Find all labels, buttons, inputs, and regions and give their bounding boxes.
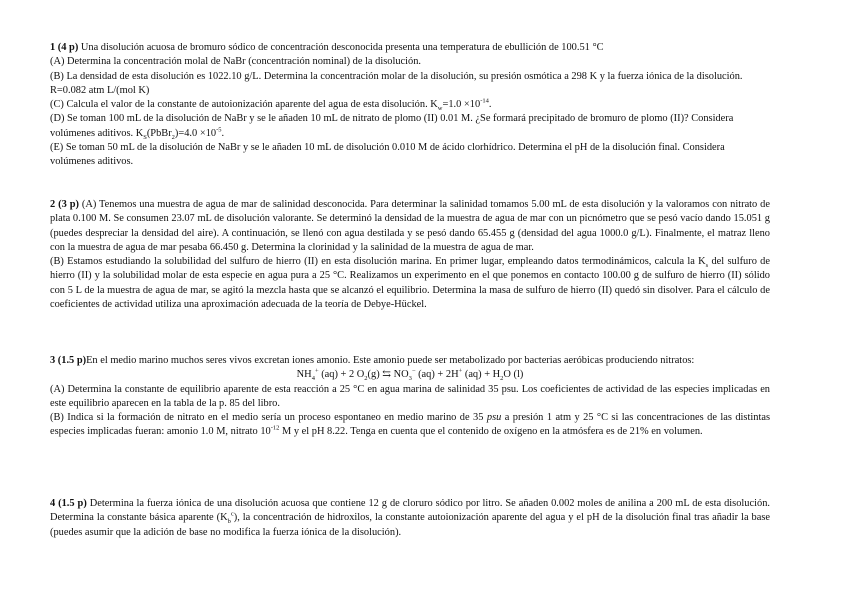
problem-1-part-c: (C) Calcula el valor de la constante de autoionización aparente del agua de esta disolución. $K_w=1.0 \times 10^{-14}$. — [50, 97, 492, 113]
problem-1-part-a: (A) Determina la concentración molal de NaBr (concentración nominal) de la disolución. — [50, 56, 422, 68]
problem-1-part-d: (D) Se toman 100 mL de la disolución de NaBr y se le añaden 10 mL de nitrato de plomo (II) 0.01 M. ¿Se formará precipitado de bromuro de plomo (II)? Considera volúmenes aditivos. $K_S(PbBr_2)=4.0 \times 10^{-5}$. — [50, 113, 734, 141]
problem-2-number: 2 (3 p) — [50, 199, 79, 210]
problem-1-number: 1 (4 p) — [50, 42, 79, 53]
problem-1-intro: 1 (4 p) Una disolución acuosa de bromuro sódico de concentración desconocida presenta una temperatura de ebullición de 100.51 °C — [50, 42, 604, 53]
problem-3-intro: 3 (1.5 p)En el medio marino muchos seres vivos excretan iones amonio. Este amonio puede ser metabolizado por bacterias aeróbicas produciendo nitratos: — [50, 355, 695, 366]
problem-4-text: 4 (1.5 p) Determina la fuerza iónica de una disolución acuosa que contiene 12 g de cloruro sódico por litro. Se añaden 0.002 moles de anilina a 200 mL de esta disolución. Determina la constante básica aparente $(K_b^c)$, la concentración de hidroxilos, la constante autoionización aparente del agua y el pH de la disolución final tras añadir la base (puedes asumir que la adición de base no modifica la fuerza iónica de la disolución). — [50, 498, 771, 538]
problem-3 — [50, 354, 770, 440]
problem-1 — [50, 41, 770, 170]
problem-4-number: 4 (1.5 p) — [50, 498, 87, 509]
problem-3-number: 3 (1.5 p) — [50, 355, 87, 366]
problem-2-part-b: (B) Estamos estudiando la solubilidad del sulfuro de hierro (II) en esta disolución marina. En primer lugar, empleando datos termodinámicos, calcula la $K_s$ del sulfuro de hierro (II) y la solubilidad molar de esta especie en agua pura a 25 °C. Realizamos un experimento en el que ponemos en contacto 100.00 g de sulfuro de hierro (II) sólido con 5 L de la muestra de agua de mar, se agitó la mezcla hasta que se alcanzó el equilibrio. Determina la masa de sulfuro de hierro (II) quedó sin disolver. Para el cálculo de coeficientes de actividad utiliza una aproximación adecuada de la teoría de Debye-Hückel. — [50, 256, 770, 311]
problem-3-part-b: (B) Indica si la formación de nitrato en el medio sería un proceso espontaneo en medio marino de 35 psu a presión 1 atm y 25 °C si las concentraciones de las distintas especies implicadas fueran: amonio 1.0 M, nitrato $10^{-12}$ M y el pH 8.22. Tenga en cuenta que el contenido de oxígeno en la atmósfera es de 21% en volumen. — [50, 412, 770, 438]
problem-2 — [50, 198, 770, 312]
problem-3-part-a: (A) Determina la constante de equilibrio aparente de esta reacción a 25 °C en agua marina de salinidad 35 psu. Los coeficientes de actividad de las especies implicadas en este equilibrio aparecen en la tabla de la p. 85 del libro. — [50, 383, 770, 409]
problem-1-part-b: (B) La densidad de esta disolución es 1022.10 g/L. Determina la concentración molar de la disolución, su presión osmótica a 298 K y la fuerza iónica de la disolución. R=0.082 atm L/(mol K) — [50, 70, 743, 96]
problem-2-part-a: 2 (3 p) (A) Tenemos una muestra de agua de mar de salinidad desconocida. Para determinar la salinidad tomamos 5.00 mL de esta disolución y la valoramos con nitrato de plata 0.100 M. Se consumen 23.07 mL de disolución valorante. Se determinó la densidad de la muestra de agua de mar con un picnómetro que se pesó vacío dando 15.051 g (puedes despreciar la densidad del aire). A continuación, se llenó con agua destilada y se pesó dando 65.455 g (densidad del agua 1000.0 g/L). Finalmente, el matraz lleno con la muestra de agua de mar pesaba 66.450 g. Determina la clorinidad y la salinidad de la muestra de agua de mar. — [50, 199, 770, 253]
problem-1-part-e: (E) Se toman 50 mL de la disolución de NaBr y se le añaden 10 mL de disolución 0.010 M de ácido clorhídrico. Determina el pH de la disolución final. Considera volúmenes aditivos. — [50, 142, 725, 168]
reaction-equation: $NH_4^+$ (aq) + 2 $O_2(g)$ ⇆ $NO_3^-$ (aq) + 2H+ $(aq) + H_2O$ (l) — [296, 367, 524, 383]
problem-4 — [50, 497, 770, 540]
